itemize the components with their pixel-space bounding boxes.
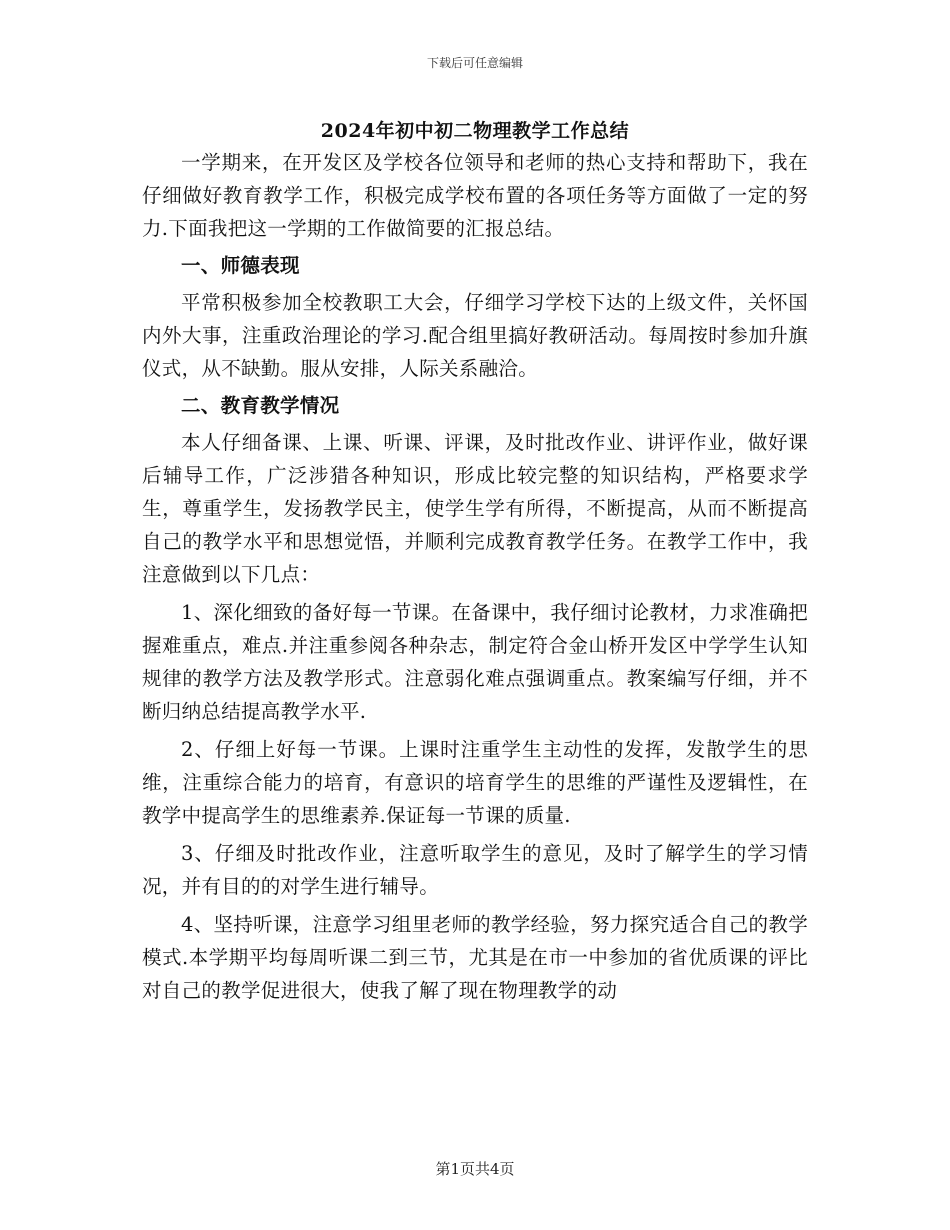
- section-paragraph-teaching: 本人仔细备课、上课、听课、评课，及时批改作业、讲评作业，做好课后辅导工作，广泛涉猎各种知识，形成比较完整的知识结构，严格要求学生，尊重学生，发扬教学民主，使学生学有所得，不断提高，从而不断提高自己的教学水平和思想觉悟，并顺利完成教育教学任务。在教学工作中，我注意做到以下几点：: [142, 431, 808, 586]
- page-header-note: 下载后可任意编辑: [426, 56, 523, 70]
- section-paragraph-ethics: 平常积极参加全校教职工大会，仔细学习学校下达的上级文件，关怀国内外大事，注重政治理论的学习.配合组里搞好教研活动。每周按时参加升旗仪式，从不缺勤。服从安排，人际关系融洽。: [142, 291, 808, 380]
- document-title: 2024年初中初二物理教学工作总结: [320, 120, 630, 142]
- list-item-class-teaching: 2、仔细上好每一节课。上课时注重学生主动性的发挥，发散学生的思维，注重综合能力的培育，有意识的培育学生的思维的严谨性及逻辑性，在教学中提高学生的思维素养.保证每一节课的质量.: [142, 738, 808, 827]
- list-item-lesson-prep: 1、深化细致的备好每一节课。在备课中，我仔细讨论教材，力求准确把握难重点，难点.并注重参阅各种杂志，制定符合金山桥开发区中学学生认知规律的教学方法及教学形式。注意弱化难点强调重点。教案编写仔细，并不断归纳总结提高教学水平.: [142, 601, 808, 723]
- list-item-observation: 4、坚持听课，注意学习组里老师的教学经验，努力探究适合自己的教学模式.本学期平均每周听课二到三节，尤其是在市一中参加的省优质课的评比对自己的教学促进很大，使我了解了现在物理教学的动: [142, 913, 808, 1002]
- list-item-homework: 3、仔细及时批改作业，注意听取学生的意见，及时了解学生的学习情况，并有目的的对学生进行辅导。: [142, 842, 808, 898]
- document-body: [142, 146, 808, 1012]
- intro-paragraph: 一学期来，在开发区及学校各位领导和老师的热心支持和帮助下，我在仔细做好教育教学工作，积极完成学校布置的各项任务等方面做了一定的努力.下面我把这一学期的工作做简要的汇报总结。: [142, 151, 808, 240]
- section-heading-teaching: 二、教育教学情况: [181, 394, 340, 417]
- section-heading-ethics: 一、师德表现: [181, 254, 300, 277]
- page-number: 第1页共4页: [435, 1160, 515, 1178]
